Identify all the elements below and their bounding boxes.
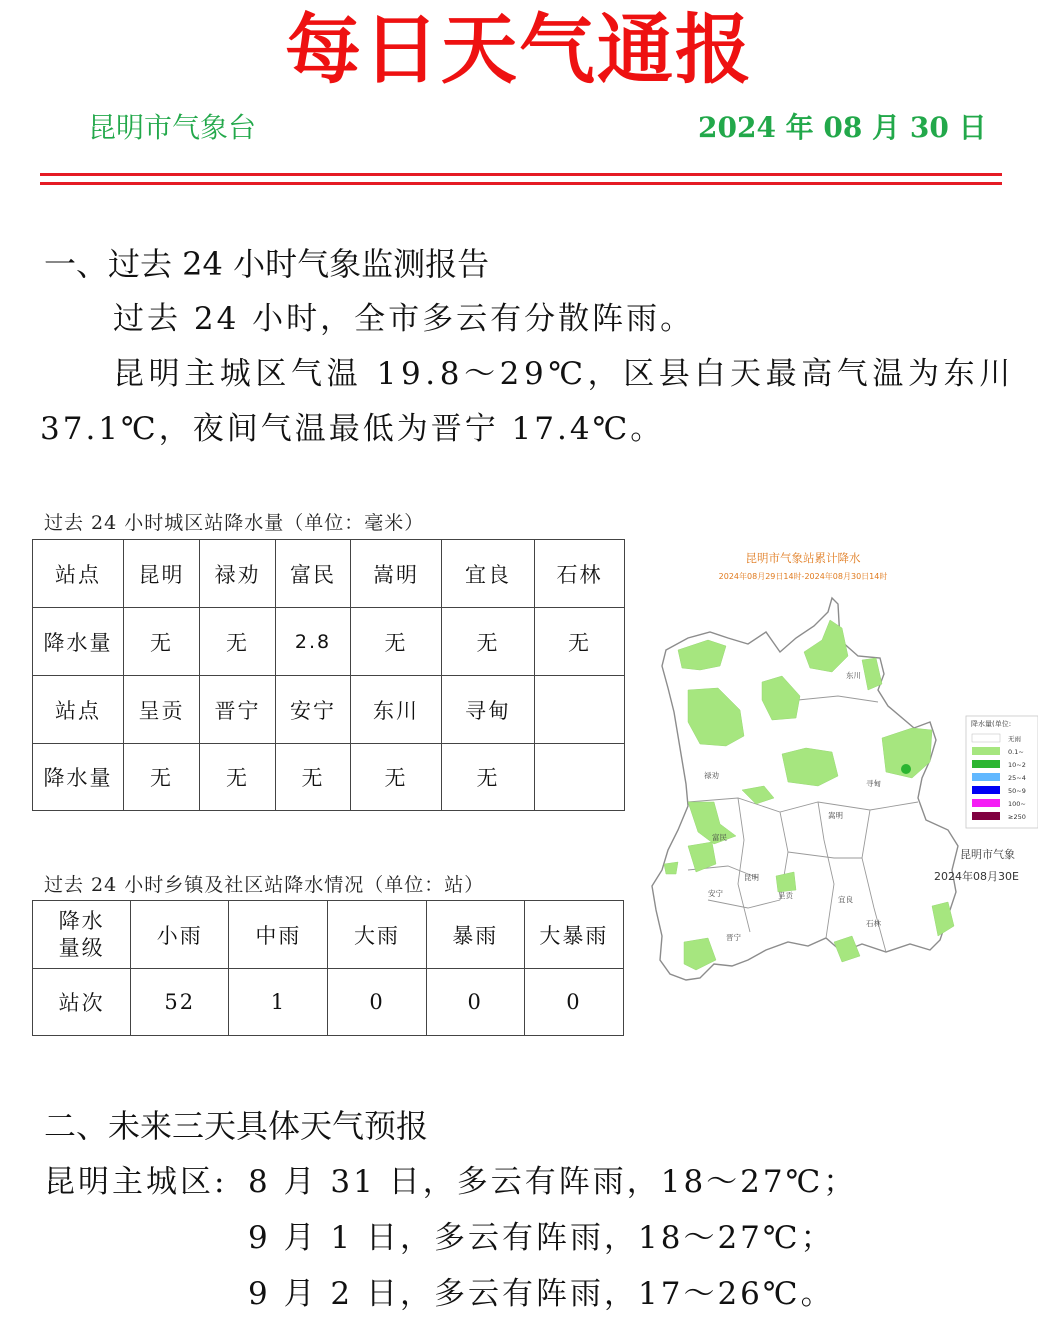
map-label-jinning: 晋宁 [726,933,741,942]
table-cell: 嵩明 [351,540,442,608]
table-cell: 无 [200,744,276,811]
legend-swatch [972,760,1000,768]
legend-swatch [972,773,1000,781]
table-cell: 禄劝 [200,540,276,608]
legend-label: 100~ [1008,800,1026,808]
map-label-anning: 安宁 [708,889,723,898]
legend-swatch [972,812,1000,820]
table-cell: 宜良 [442,540,535,608]
table-cell: 大暴雨 [524,901,623,969]
table-cell: 无 [351,608,442,676]
table-cell: 52 [131,969,229,1036]
table-cell: 无 [276,744,351,811]
table-cell: 寻甸 [442,676,535,744]
table-cell: 无 [442,744,535,811]
report-title: 每日天气通报 [285,5,753,94]
table-cell: 昆明 [124,540,200,608]
table-row [33,676,625,744]
table-row [33,608,625,676]
map-subtitle: 2024年08月29日14时-2024年08月30日14时 [718,572,888,581]
legend-swatch [972,734,1000,742]
table-cell [33,901,131,969]
header-rule-bottom [40,182,1002,185]
header-rule-top [40,173,1002,176]
section1-temperature-line1: 昆明主城区气温 19.8～29℃，区县白天最高气温为东川 [113,356,1015,392]
map-label-kunming: 昆明 [744,873,759,882]
table-row [33,744,625,811]
table-cell: 降水量 [33,744,124,811]
map-label-songming: 嵩明 [828,811,843,820]
table-row [33,540,625,608]
forecast-day3: 9 月 2 日，多云有阵雨，17～26℃。 [248,1276,835,1312]
table-cell: 无 [535,608,625,676]
map-label-shilin: 石林 [866,919,881,928]
map-footer-date: 2024年08月30E [934,870,1019,883]
table-cell: 暴雨 [426,901,524,969]
legend-label: 25~4 [1008,774,1026,782]
table-cell: 中雨 [229,901,328,969]
section1-summary: 过去 24 小时，全市多云有分散阵雨。 [113,301,695,337]
rainfall-map [648,540,1038,1000]
legend-label: 0.1~ [1008,748,1024,756]
legend-label: 10~2 [1008,761,1026,769]
table-cell: 2.8 [276,608,351,676]
rain-grade-label: 降水量级 [58,908,105,960]
table-cell: 站点 [33,540,124,608]
table-row [33,969,624,1036]
map-label-fumin: 富民 [712,833,727,842]
table-cell: 0 [328,969,426,1036]
table-cell: 无 [200,608,276,676]
table-cell: 大雨 [328,901,426,969]
table-cell: 站点 [33,676,124,744]
map-label-yiliang: 宜良 [838,895,853,904]
table-cell [535,744,625,811]
section1-heading: 一、过去 24 小时气象监测报告 [44,245,490,283]
map-label-dongchuan: 东川 [846,671,861,680]
section1-temperature-line2: 37.1℃，夜间气温最低为晋宁 17.4℃。 [40,411,665,447]
table-cell: 呈贡 [124,676,200,744]
table2-caption: 过去 24 小时乡镇及社区站降水情况（单位：站） [44,874,485,896]
table-cell: 无 [124,744,200,811]
map-footer-org: 昆明市气象 [960,848,1015,861]
map-legend [966,716,1038,828]
table-cell: 站次 [33,969,131,1036]
urban-station-rainfall-table [32,539,625,811]
table-cell: 东川 [351,676,442,744]
legend-label: ≥250 [1008,813,1026,821]
table-cell: 小雨 [131,901,229,969]
legend-swatch [972,786,1000,794]
legend-title: 降水量(单位: [971,720,1012,728]
table-cell: 1 [229,969,328,1036]
table-cell: 无 [124,608,200,676]
table1-caption: 过去 24 小时城区站降水量（单位：毫米） [44,512,425,534]
table-cell: 石林 [535,540,625,608]
table-cell: 富民 [276,540,351,608]
map-label-chenggong: 呈贡 [778,891,793,900]
section2-heading: 二、未来三天具体天气预报 [44,1107,429,1145]
forecast-day2: 9 月 1 日，多云有阵雨，18～27℃； [248,1220,835,1256]
table-cell: 晋宁 [200,676,276,744]
table-cell [535,676,625,744]
issue-date: 2024 年 08 月 30 日 [698,111,987,144]
map-label-luquan: 禄劝 [704,771,719,780]
issuing-office: 昆明市气象台 [88,111,257,144]
table-cell: 无 [442,608,535,676]
map-label-xundian: 寻甸 [866,779,881,788]
map-title: 昆明市气象站累计降水 [745,551,861,565]
legend-label: 无雨 [1008,735,1021,743]
forecast-area-label: 昆明主城区: [44,1164,228,1200]
table-cell: 降水量 [33,608,124,676]
map-area [652,598,958,980]
township-rainfall-table [32,900,624,1036]
table-cell: 安宁 [276,676,351,744]
table-row [33,901,624,969]
table-cell: 无 [351,744,442,811]
table-cell: 0 [426,969,524,1036]
forecast-day1: 8 月 31 日，多云有阵雨，18～27℃； [248,1164,858,1200]
legend-swatch [972,747,1000,755]
legend-label: 50~9 [1008,787,1026,795]
legend-swatch [972,799,1000,807]
table-cell: 0 [524,969,623,1036]
